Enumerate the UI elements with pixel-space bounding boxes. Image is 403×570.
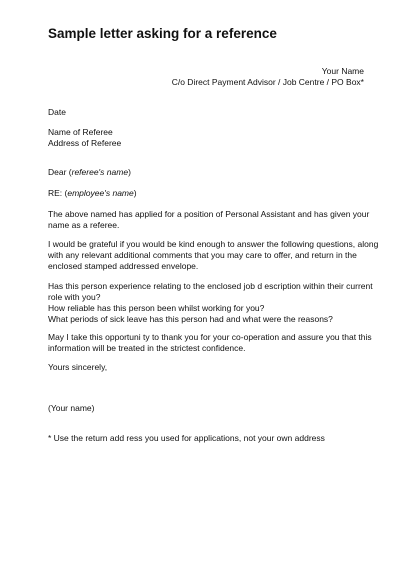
referee-address: Address of Referee bbox=[48, 138, 122, 148]
referee-name: Name of Referee bbox=[48, 127, 113, 137]
salutation-placeholder: referee's name bbox=[71, 167, 129, 177]
salutation-prefix: Dear ( bbox=[48, 167, 72, 177]
paragraph-line: I would be grateful if you would be kind enough to answer the following questions, along bbox=[48, 239, 379, 249]
paragraph-line: May I take this opportuni ty to thank you for your co-operation and assure you that this bbox=[48, 332, 372, 342]
question-line: Has this person experience relating to the enclosed job d escription within their current bbox=[48, 281, 373, 291]
re-line bbox=[48, 188, 368, 199]
sender-name: Your Name bbox=[321, 66, 364, 76]
date-line bbox=[48, 107, 368, 118]
referee-block bbox=[48, 127, 368, 149]
salutation bbox=[48, 167, 368, 178]
paragraph-questions bbox=[48, 281, 373, 325]
question-line: How reliable has this person been whilst working for you? bbox=[48, 303, 265, 313]
sender-address: C/o Direct Payment Advisor / Job Centre / PO Box* bbox=[171, 77, 364, 87]
signature bbox=[48, 403, 368, 414]
salutation-suffix: ) bbox=[128, 167, 131, 177]
re-prefix: RE: ( bbox=[48, 188, 68, 198]
date-label: Date bbox=[48, 107, 66, 117]
paragraph-line: with any relevant additional comments that you may care to offer, and return in the bbox=[48, 250, 357, 260]
paragraph-line: enclosed stamped addressed envelope. bbox=[48, 261, 199, 271]
letter-title: Sample letter asking for a reference bbox=[48, 26, 277, 41]
paragraph-line: name as a referee. bbox=[48, 220, 120, 230]
sender-block bbox=[172, 66, 364, 88]
paragraph-line: The above named has applied for a position of Personal Assistant and has given your bbox=[48, 209, 370, 219]
paragraph-request bbox=[48, 239, 379, 272]
paragraph-application bbox=[48, 209, 368, 231]
question-line: role with you? bbox=[48, 292, 101, 302]
signature-text: (Your name) bbox=[48, 403, 95, 413]
footnote-text: * Use the return add ress you used for applications, not your own address bbox=[48, 433, 325, 443]
question-line: What periods of sick leave has this person had and what were the reasons? bbox=[48, 314, 333, 324]
re-placeholder: employee's name bbox=[67, 188, 134, 198]
re-suffix: ) bbox=[133, 188, 137, 198]
closing bbox=[48, 362, 368, 373]
footnote bbox=[48, 433, 368, 444]
closing-text: Yours sincerely, bbox=[48, 362, 108, 372]
paragraph-line: information will be treated in the strictest confidence. bbox=[48, 343, 246, 353]
paragraph-thanks bbox=[48, 332, 372, 354]
